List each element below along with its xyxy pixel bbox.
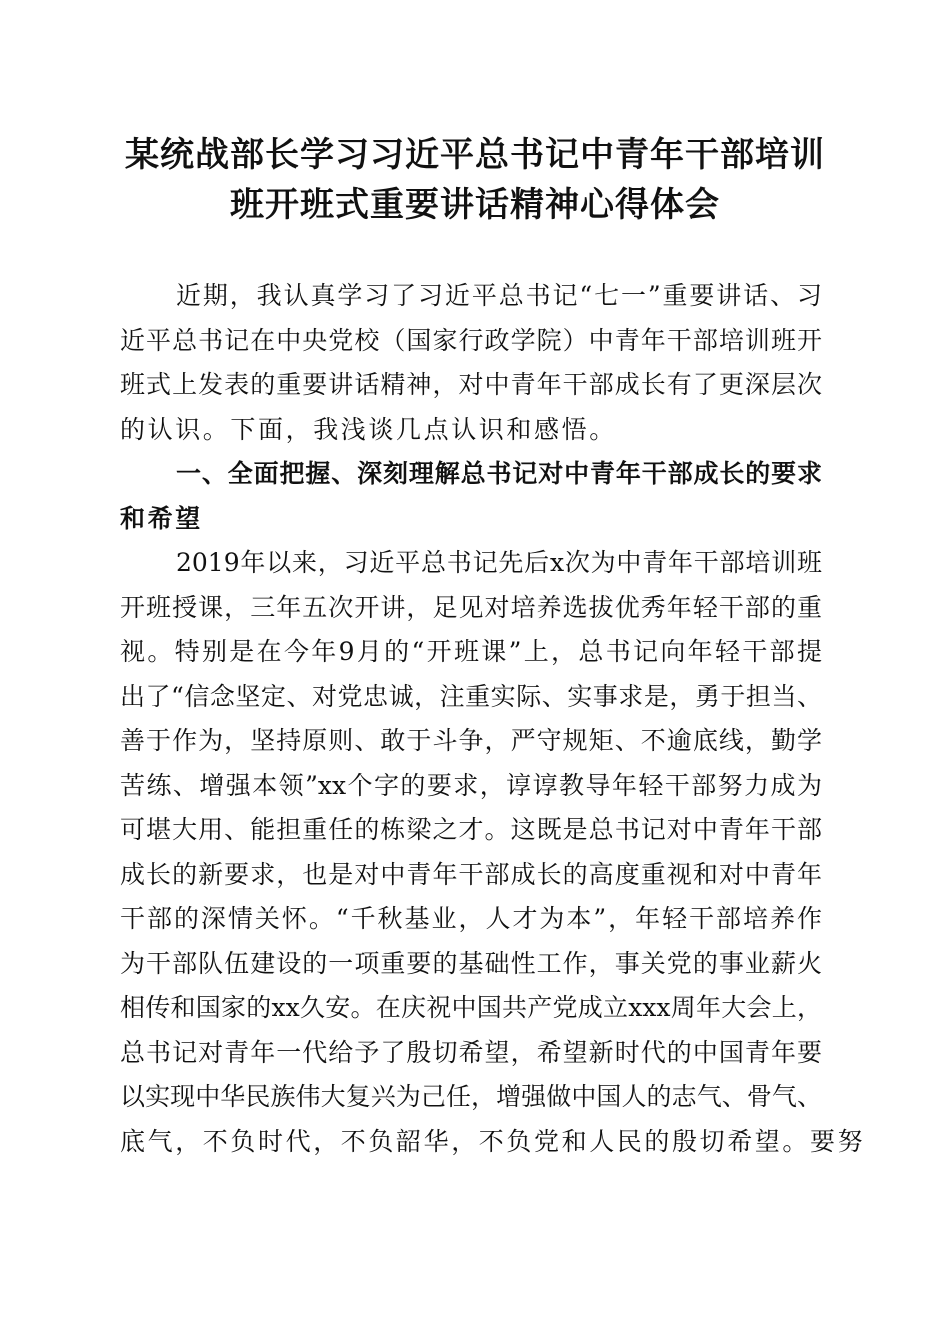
paragraph [120,274,822,452]
text-line: 底气，不负时代，不负韶华，不负党和人民的殷切希望。要努 [120,1126,866,1156]
document-body [120,274,866,1164]
text-line: 干部的深情关怀。“千秋基业，人才为本”，年轻干部培养作 [120,904,822,933]
document-title-line-1: 某统战部长学习习近平总书记中青年干部培训 [125,135,825,175]
text-line: 开班授课，三年五次开讲，足见对培养选拔优秀年轻干部的重 [120,592,822,622]
paragraph [120,541,866,1164]
text-line: 成长的新要求，也是对中青年干部成长的高度重视和对中青年 [120,859,822,889]
text-line: 班式上发表的重要讲话精神，对中青年干部成长有了更深层次 [120,370,822,399]
text-line: 2019年以来，习近平总书记先后x次为中青年干部培训班 [176,548,822,577]
text-line: 视。特别是在今年9月的“开班课”上，总书记向年轻干部提 [120,637,822,666]
text-line: 善于作为，坚持原则、敢于斗争，严守规矩、不逾底线，勤学 [120,726,822,755]
text-line: 总书记对青年一代给予了殷切希望，希望新时代的中国青年要 [120,1037,822,1067]
text-line: 和希望 [120,503,203,533]
document-title-line-2: 班开班式重要讲话精神心得体会 [230,185,720,225]
text-line: 出了“信念坚定、对党忠诚，注重实际、实事求是，勇于担当、 [120,681,822,711]
text-line: 近期，我认真学习了习近平总书记“七一”重要讲话、习 [176,281,822,310]
text-line: 以实现中华民族伟大复兴为己任，增强做中国人的志气、骨气、 [120,1082,822,1111]
text-line: 可堪大用、能担重任的栋梁之才。这既是总书记对中青年干部 [120,815,822,844]
text-line: 为干部队伍建设的一项重要的基础性工作，事关党的事业薪火 [120,948,822,978]
text-line: 的认识。下面，我浅谈几点认识和感悟。 [120,414,617,444]
text-line: 近平总书记在中央党校（国家行政学院）中青年干部培训班开 [120,325,822,355]
text-line: 一、全面把握、深刻理解总书记对中青年干部成长的要求 [176,459,822,488]
text-line: 相传和国家的xx久安。在庆祝中国共产党成立xxx周年大会上， [120,993,822,1022]
text-line: 苦练、增强本领”xx个字的要求，谆谆教导年轻干部努力成为 [120,770,822,800]
section-heading [120,452,822,541]
